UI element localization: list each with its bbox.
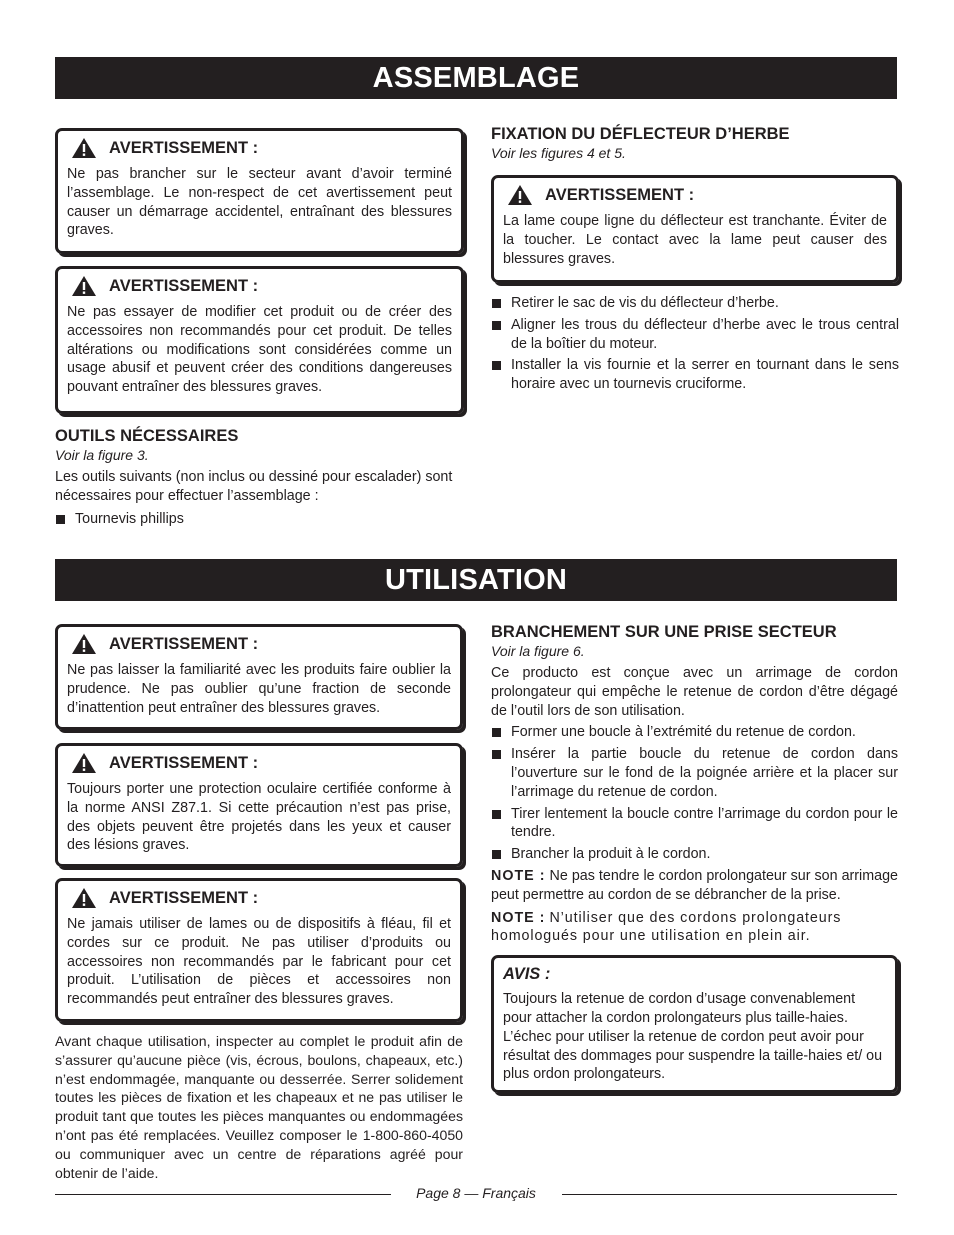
warning-triangle-icon [71, 633, 97, 655]
list-item: Insérer la partie boucle du retenue de cordon dans l’ouverture sur le fond de la poignée arrière et la placer sur l’arrimage du retenue de cordon. [491, 745, 898, 801]
note [491, 867, 898, 905]
page-footer [55, 1185, 897, 1205]
warning-box [55, 743, 463, 867]
list-item: Former une boucle à l’extrémité du retenue de cordon. [491, 723, 898, 742]
list-item: Tirer lentement la boucle contre l’arrimage du cordon pour le tendre. [491, 805, 898, 843]
warning-label: AVERTISSEMENT : [109, 888, 259, 907]
assemblage-right-column [491, 124, 899, 397]
warning-label: AVERTISSEMENT : [109, 634, 259, 653]
warning-label: AVERTISSEMENT : [109, 753, 259, 772]
tools-list [55, 510, 464, 529]
warning-triangle-icon [71, 275, 97, 297]
outlet-heading: BRANCHEMENT SUR UNE PRISE SECTEUR [491, 623, 837, 641]
page-number: Page 8 — Français [416, 1185, 536, 1201]
note-text: N’utiliser que des cordons prolongateurs homologués pour une utilisation en plein air. [491, 909, 842, 945]
figure-reference: Voir la figure 6. [491, 643, 585, 659]
list-item: Tournevis phillips [55, 510, 464, 529]
notice-box [491, 955, 898, 1093]
warning-text: Ne pas essayer de modifier cet produit ou de créer des accessoires non recommandés pour cet produit. De telles altérations ou modifications sont considérées comme un usage abusif et peuvent créer des conditions dangereuses pouvant entraîner des blessures graves. [67, 304, 452, 396]
warning-text: La lame coupe ligne du déflecteur est tranchante. Éviter de la toucher. Le contact avec la lame peut causer des blessures graves. [503, 213, 887, 267]
warning-box [55, 128, 464, 254]
section-title-utilisation: UTILISATION [55, 559, 897, 601]
warning-text: Toujours porter une protection oculaire certifiée conforme à la norme ANSI Z87.1. Si cette précaution n’est pas prise, des objets peuvent être projetés dans les yeux et causer des lésions graves. [67, 781, 451, 854]
warning-box [55, 878, 463, 1022]
list-item: Aligner les trous du déflecteur d’herbe avec le trous central de la boîtier du moteur. [491, 316, 899, 354]
warning-text: Ne pas laisser la familiarité avec les produits faire oublier la prudence. Ne pas oublier qu’une fraction de seconde d’inattention peut entraîner des blessures graves. [67, 662, 451, 716]
utilisation-right-column [491, 622, 898, 1093]
assemblage-left-column [55, 128, 464, 531]
note-text: Ne pas tendre le cordon prolongateur sur son arrimage peut permettre au cordon de se débrancher de la prise. [491, 867, 898, 903]
tools-heading: OUTILS NÉCESSAIRES [55, 427, 239, 445]
deflector-heading: FIXATION DU DÉFLECTEUR D’HERBE [491, 125, 790, 143]
list-item: Brancher la produit à le cordon. [491, 845, 898, 864]
warning-box [491, 175, 899, 283]
inspection-paragraph: Avant chaque utilisation, inspecter au complet le produit afin de s’assurer qu’aucune pièce (vis, écrous, boulons, chapeaux, etc.) n’est endommagée, manquante ou desserrée. Serrer solidement toutes les pièces de fixation et les chapeaux et ne pas utiliser le produit tant que toutes les pièces manquantes ou endommagées n’ont pas été remplacées. Veuillez composer le 1-800-860-4050 ou communiquer avec un centre de réparations agréé pour obtenir de l’aide. [55, 1033, 463, 1181]
list-item: Installer la vis fournie et la serrer en tournant dans le sens horaire avec un tournevis cruciforme. [491, 356, 899, 394]
tools-intro: Les outils suivants (non inclus ou dessiné pour escalader) sont nécessaires pour effectuer l’assemblage : [55, 469, 453, 504]
note-label: NOTE : [491, 909, 546, 926]
warning-label: AVERTISSEMENT : [109, 276, 259, 295]
list-item: Retirer le sac de vis du déflecteur d’herbe. [491, 294, 899, 313]
note [491, 909, 898, 947]
warning-box [55, 266, 464, 414]
section-title-assemblage: ASSEMBLAGE [55, 57, 897, 99]
warning-triangle-icon [507, 184, 533, 206]
warning-triangle-icon [71, 752, 97, 774]
warning-triangle-icon [71, 137, 97, 159]
warning-triangle-icon [71, 887, 97, 909]
warning-box [55, 624, 463, 730]
figure-reference: Voir la figure 3. [55, 447, 149, 463]
footer-rule-right [562, 1194, 897, 1195]
deflector-steps [491, 294, 899, 394]
notice-text: Toujours la retenue de cordon d’usage convenablement pour attacher la cordon prolongateurs plus taille-haies. L’échec pour utiliser la retenue de cordon peut avoir pour résultat des dommages pour suspendre la taille-haies et/ ou plus ordon prolongateurs. [503, 991, 883, 1083]
outlet-steps [491, 723, 898, 864]
notice-label: AVIS : [503, 965, 551, 984]
figure-reference: Voir les figures 4 et 5. [491, 145, 626, 161]
outlet-intro: Ce producto est conçue avec un arrimage de cordon prolongateur qui empêche le retenue de cordon d’être dégagé de l’outil lors de son utilisation. [491, 665, 898, 719]
warning-text: Ne pas brancher sur le secteur avant d’avoir terminé l’assemblage. Le non-respect de cet avertissement peut causer un démarrage accidentel, entraînant des blessures graves. [67, 166, 452, 239]
note-label: NOTE : [491, 867, 546, 884]
utilisation-left-column [55, 624, 463, 1182]
warning-text: Ne jamais utiliser de lames ou de dispositifs à fléau, fil et cordes sur ce produit. Ne pas utiliser d’produits ou accessoires non recommandés par le fabricant pour cet produit. L’utilisation de pièces et accessoires non recommandés peut entraîner des blessures graves. [67, 916, 451, 1008]
warning-label: AVERTISSEMENT : [545, 185, 695, 204]
warning-label: AVERTISSEMENT : [109, 138, 259, 157]
